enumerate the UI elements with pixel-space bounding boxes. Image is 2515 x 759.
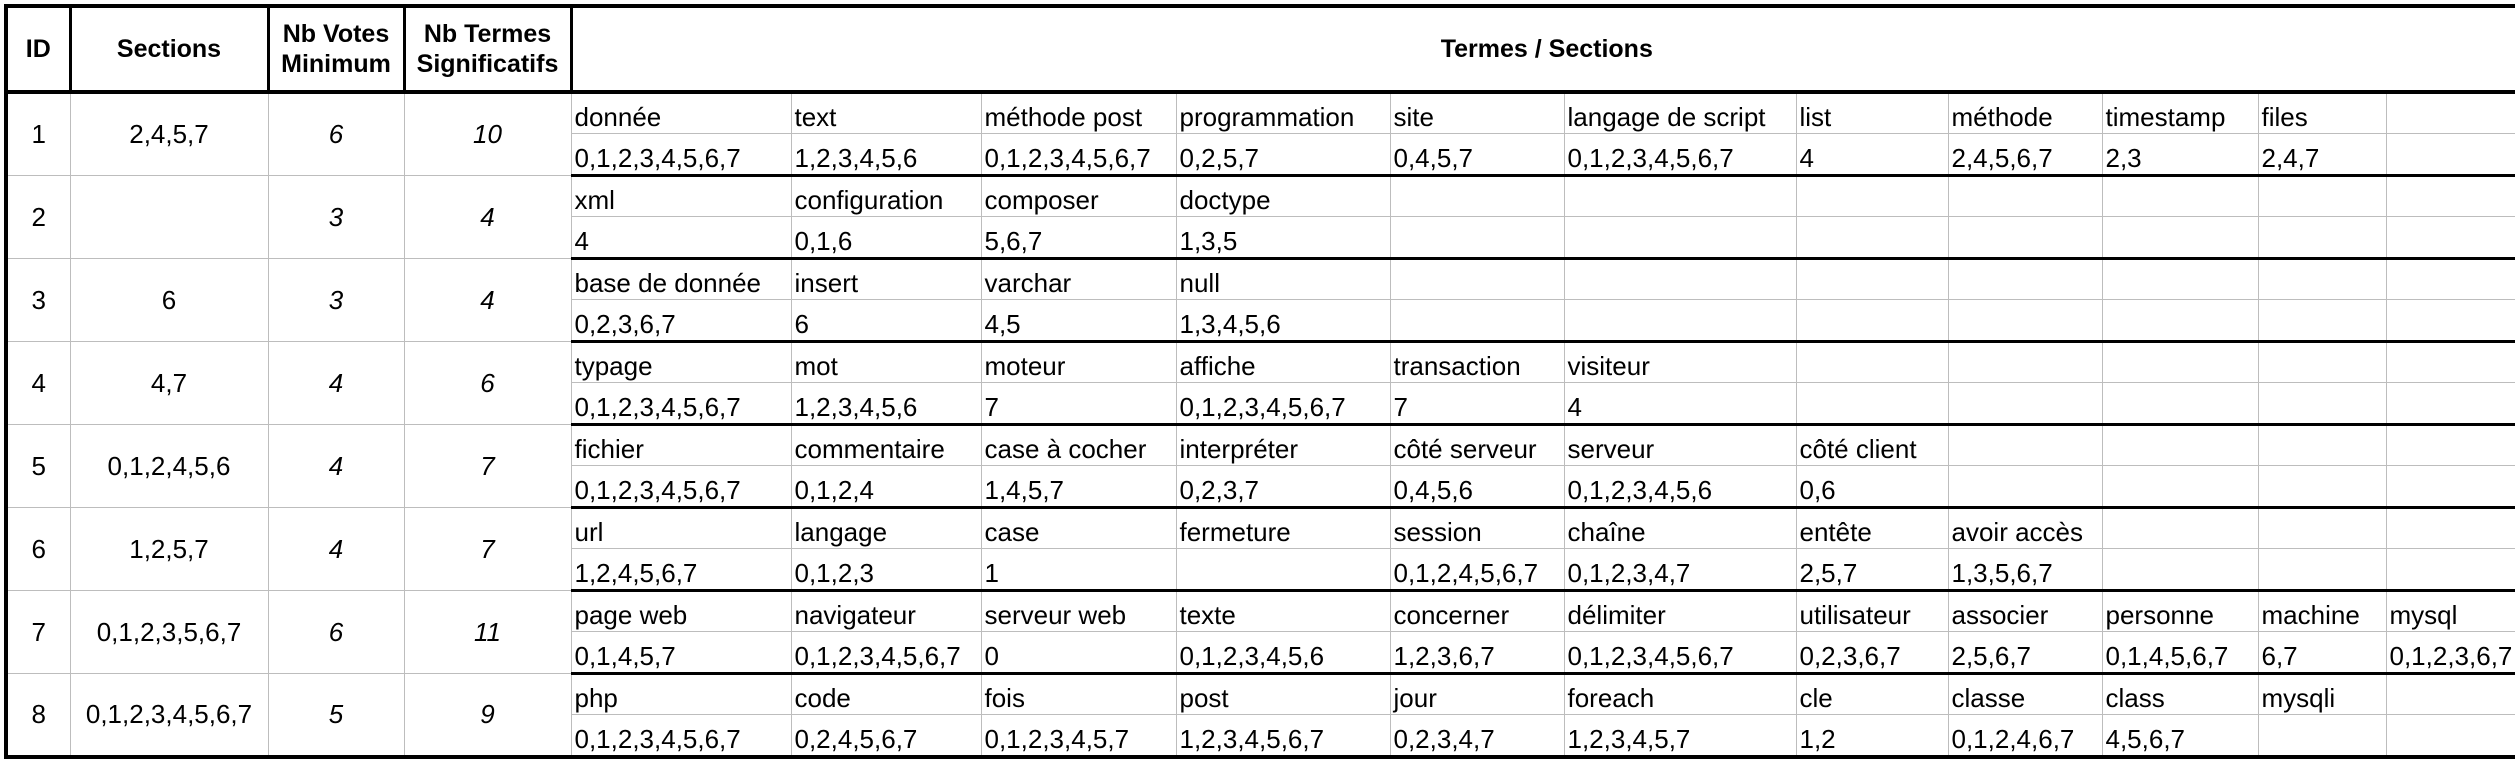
term-sections-cell: 1,2,3,4,5,6 [791,383,981,425]
term-cell: texte [1176,591,1390,632]
term-cell: fichier [571,425,791,466]
term-sections-cell: 0,1,4,5,6,7 [2102,632,2258,674]
row-nb-terms: 7 [404,425,571,508]
term-cell [2258,259,2386,300]
term-sections-cell: 5,6,7 [981,217,1176,259]
table-row [6,591,2515,632]
term-sections-cell [1564,217,1796,259]
term-cell [2102,342,2258,383]
term-sections-cell [2386,383,2515,425]
header-row [6,6,2515,92]
term-cell: avoir accès [1948,508,2102,549]
term-sections-cell: 0,1,2,3,4,5,6,7 [571,134,791,176]
row-sections: 1,2,5,7 [70,508,268,591]
table-row [6,92,2515,134]
term-cell: transaction [1390,342,1564,383]
term-cell: serveur web [981,591,1176,632]
term-sections-cell: 2,5,7 [1796,549,1948,591]
term-sections-cell: 4,5 [981,300,1176,342]
term-cell [1948,342,2102,383]
term-cell: code [791,674,981,715]
term-cell: affiche [1176,342,1390,383]
term-sections-cell: 4 [1564,383,1796,425]
term-cell: text [791,92,981,134]
term-sections-cell [2258,466,2386,508]
term-cell: fermeture [1176,508,1390,549]
term-cell [1796,176,1948,217]
table-row [6,259,2515,300]
term-sections-cell: 0,1,2,3,4,5,6,7 [571,715,791,758]
term-sections-cell: 0,1,6 [791,217,981,259]
term-sections-cell [2102,217,2258,259]
term-cell [1564,176,1796,217]
term-sections-cell: 1,2 [1796,715,1948,758]
term-sections-cell: 0,1,2,3,4,5,6,7 [791,632,981,674]
row-nb-votes: 4 [268,342,404,425]
row-nb-terms: 4 [404,176,571,259]
header-nb-votes-minimum [268,6,404,92]
row-nb-terms: 6 [404,342,571,425]
term-cell: langage de script [1564,92,1796,134]
term-sections-cell [2386,715,2515,758]
row-sections [70,176,268,259]
term-sections-cell: 0,2,3,7 [1176,466,1390,508]
term-sections-cell: 1,3,5 [1176,217,1390,259]
term-sections-cell: 0,1,2,4 [791,466,981,508]
term-cell: interpréter [1176,425,1390,466]
term-cell: méthode post [981,92,1176,134]
header-nb-termes-significatifs [404,6,571,92]
header-nb-termes-line1: Nb Termes [423,20,552,48]
row-nb-terms: 9 [404,674,571,758]
term-cell: moteur [981,342,1176,383]
row-id: 6 [6,508,70,591]
term-cell [2102,425,2258,466]
term-sections-cell: 4 [571,217,791,259]
term-sections-cell: 1 [981,549,1176,591]
term-cell: serveur [1564,425,1796,466]
term-cell: page web [571,591,791,632]
term-cell: délimiter [1564,591,1796,632]
term-cell [1796,259,1948,300]
header-nb-termes-line2: Significatifs [416,50,559,78]
term-cell: personne [2102,591,2258,632]
term-sections-cell: 1,2,3,4,5,6,7 [1176,715,1390,758]
term-cell [1948,176,2102,217]
term-cell: configuration [791,176,981,217]
term-sections-cell: 0,1,2,3,4,5,6,7 [1564,632,1796,674]
term-cell [2386,92,2515,134]
term-sections-cell: 0,2,5,7 [1176,134,1390,176]
row-nb-votes: 4 [268,508,404,591]
term-cell: null [1176,259,1390,300]
term-sections-cell: 6 [791,300,981,342]
term-sections-cell [2386,466,2515,508]
term-sections-cell: 0,1,2,3 [791,549,981,591]
term-sections-cell: 0,2,4,5,6,7 [791,715,981,758]
table-body [6,92,2515,757]
term-cell: programmation [1176,92,1390,134]
term-sections-cell: 2,3 [2102,134,2258,176]
term-cell: côté client [1796,425,1948,466]
term-sections-cell: 0,4,5,6 [1390,466,1564,508]
term-sections-cell: 0,1,2,3,4,5,6,7 [1176,383,1390,425]
term-cell: varchar [981,259,1176,300]
term-sections-cell: 0,1,2,3,4,5,6,7 [981,134,1176,176]
term-sections-cell: 4 [1796,134,1948,176]
row-nb-terms: 7 [404,508,571,591]
row-sections: 2,4,5,7 [70,92,268,176]
term-cell: mot [791,342,981,383]
term-cell [1948,425,2102,466]
term-sections-cell [1948,300,2102,342]
term-cell: entête [1796,508,1948,549]
row-sections: 0,1,2,3,5,6,7 [70,591,268,674]
term-sections-cell: 0,1,2,3,6,7 [2386,632,2515,674]
term-sections-cell [2386,300,2515,342]
term-cell [2102,259,2258,300]
term-cell [2258,425,2386,466]
term-cell: case [981,508,1176,549]
term-sections-cell: 0,1,2,3,4,5,7 [981,715,1176,758]
term-cell: insert [791,259,981,300]
term-cell [2258,176,2386,217]
table-row [6,508,2515,549]
header-nb-votes-line2: Minimum [281,50,391,78]
term-cell: xml [571,176,791,217]
term-cell: list [1796,92,1948,134]
term-cell: composer [981,176,1176,217]
term-cell [2102,176,2258,217]
row-nb-votes: 4 [268,425,404,508]
term-sections-cell: 0,1,2,3,4,5,6,7 [571,466,791,508]
term-cell: associer [1948,591,2102,632]
term-sections-cell [2258,715,2386,758]
term-cell [2258,342,2386,383]
term-sections-cell [1948,466,2102,508]
row-id: 7 [6,591,70,674]
term-cell [1796,342,1948,383]
term-sections-cell: 0,1,2,3,4,5,6 [1564,466,1796,508]
row-nb-terms: 10 [404,92,571,176]
term-cell: doctype [1176,176,1390,217]
term-cell: donnée [571,92,791,134]
term-sections-cell: 0,1,2,3,4,5,6,7 [1564,134,1796,176]
term-sections-cell: 1,2,3,6,7 [1390,632,1564,674]
header-termes-sections: Termes / Sections [571,6,2515,92]
term-sections-cell: 0,1,2,3,4,7 [1564,549,1796,591]
term-cell [2102,508,2258,549]
term-sections-cell: 0 [981,632,1176,674]
term-sections-cell: 0,2,3,6,7 [1796,632,1948,674]
term-cell: typage [571,342,791,383]
term-cell: files [2258,92,2386,134]
term-cell: base de donnée [571,259,791,300]
term-sections-cell [1796,217,1948,259]
term-sections-cell: 1,3,4,5,6 [1176,300,1390,342]
term-cell: navigateur [791,591,981,632]
term-sections-cell: 0,1,4,5,7 [571,632,791,674]
row-id: 5 [6,425,70,508]
term-cell: commentaire [791,425,981,466]
term-sections-cell: 0,2,3,6,7 [571,300,791,342]
term-sections-cell [2102,300,2258,342]
term-cell: méthode [1948,92,2102,134]
term-cell: visiteur [1564,342,1796,383]
term-sections-cell: 6,7 [2258,632,2386,674]
terms-table [4,4,2515,759]
term-sections-cell [2258,383,2386,425]
term-cell: langage [791,508,981,549]
table-row [6,342,2515,383]
row-id: 4 [6,342,70,425]
row-nb-votes: 6 [268,591,404,674]
term-sections-cell [1948,383,2102,425]
term-sections-cell: 1,4,5,7 [981,466,1176,508]
term-sections-cell [2102,466,2258,508]
row-nb-terms: 11 [404,591,571,674]
term-cell: post [1176,674,1390,715]
term-sections-cell [2258,217,2386,259]
term-cell: machine [2258,591,2386,632]
term-sections-cell [1564,300,1796,342]
term-cell [1564,259,1796,300]
term-sections-cell [2102,549,2258,591]
term-sections-cell [2258,549,2386,591]
term-cell [1948,259,2102,300]
term-sections-cell: 0,6 [1796,466,1948,508]
term-sections-cell [2258,300,2386,342]
term-sections-cell [1796,383,1948,425]
term-cell: utilisateur [1796,591,1948,632]
row-nb-votes: 5 [268,674,404,758]
term-sections-cell: 1,2,3,4,5,6 [791,134,981,176]
term-sections-cell: 1,2,4,5,6,7 [571,549,791,591]
term-cell: foreach [1564,674,1796,715]
row-id: 1 [6,92,70,176]
term-cell: class [2102,674,2258,715]
term-sections-cell: 1,2,3,4,5,7 [1564,715,1796,758]
term-cell: classe [1948,674,2102,715]
term-sections-cell [1948,217,2102,259]
table-row [6,176,2515,217]
row-id: 8 [6,674,70,758]
header-sections: Sections [70,6,268,92]
term-cell: cle [1796,674,1948,715]
term-cell [1390,259,1564,300]
term-cell: php [571,674,791,715]
term-sections-cell: 0,4,5,7 [1390,134,1564,176]
term-sections-cell: 2,4,7 [2258,134,2386,176]
term-cell [2258,508,2386,549]
term-cell: url [571,508,791,549]
term-sections-cell [1390,217,1564,259]
term-sections-cell [1796,300,1948,342]
term-cell [2386,674,2515,715]
table-row [6,425,2515,466]
term-cell: mysql [2386,591,2515,632]
term-sections-cell: 0,2,3,4,7 [1390,715,1564,758]
header-nb-votes-line1: Nb Votes [282,20,390,48]
term-sections-cell: 0,1,2,4,6,7 [1948,715,2102,758]
term-sections-cell [1176,549,1390,591]
term-cell [2386,342,2515,383]
term-sections-cell: 7 [981,383,1176,425]
term-cell: concerner [1390,591,1564,632]
term-sections-cell: 2,4,5,6,7 [1948,134,2102,176]
term-cell: chaîne [1564,508,1796,549]
term-cell [2386,176,2515,217]
term-sections-cell [2386,217,2515,259]
term-sections-cell: 7 [1390,383,1564,425]
term-sections-cell [2386,549,2515,591]
term-sections-cell [2102,383,2258,425]
term-cell [2386,259,2515,300]
row-id: 2 [6,176,70,259]
term-cell [2386,425,2515,466]
row-nb-votes: 6 [268,92,404,176]
row-nb-terms: 4 [404,259,571,342]
row-nb-votes: 3 [268,176,404,259]
term-cell: côté serveur [1390,425,1564,466]
term-cell: mysqli [2258,674,2386,715]
table-row [6,674,2515,715]
term-cell: session [1390,508,1564,549]
term-sections-cell [2386,134,2515,176]
term-cell: timestamp [2102,92,2258,134]
term-cell: fois [981,674,1176,715]
term-sections-cell: 2,5,6,7 [1948,632,2102,674]
row-sections: 4,7 [70,342,268,425]
term-sections-cell: 0,1,2,3,4,5,6 [1176,632,1390,674]
row-sections: 0,1,2,4,5,6 [70,425,268,508]
row-sections: 0,1,2,3,4,5,6,7 [70,674,268,758]
term-cell [1390,176,1564,217]
term-cell: jour [1390,674,1564,715]
term-sections-cell: 0,1,2,3,4,5,6,7 [571,383,791,425]
term-sections-cell: 4,5,6,7 [2102,715,2258,758]
term-sections-cell: 1,3,5,6,7 [1948,549,2102,591]
row-id: 3 [6,259,70,342]
header-id: ID [6,6,70,92]
term-cell [2386,508,2515,549]
term-cell: site [1390,92,1564,134]
term-sections-cell [1390,300,1564,342]
row-nb-votes: 3 [268,259,404,342]
row-sections: 6 [70,259,268,342]
term-sections-cell: 0,1,2,4,5,6,7 [1390,549,1564,591]
term-cell: case à cocher [981,425,1176,466]
